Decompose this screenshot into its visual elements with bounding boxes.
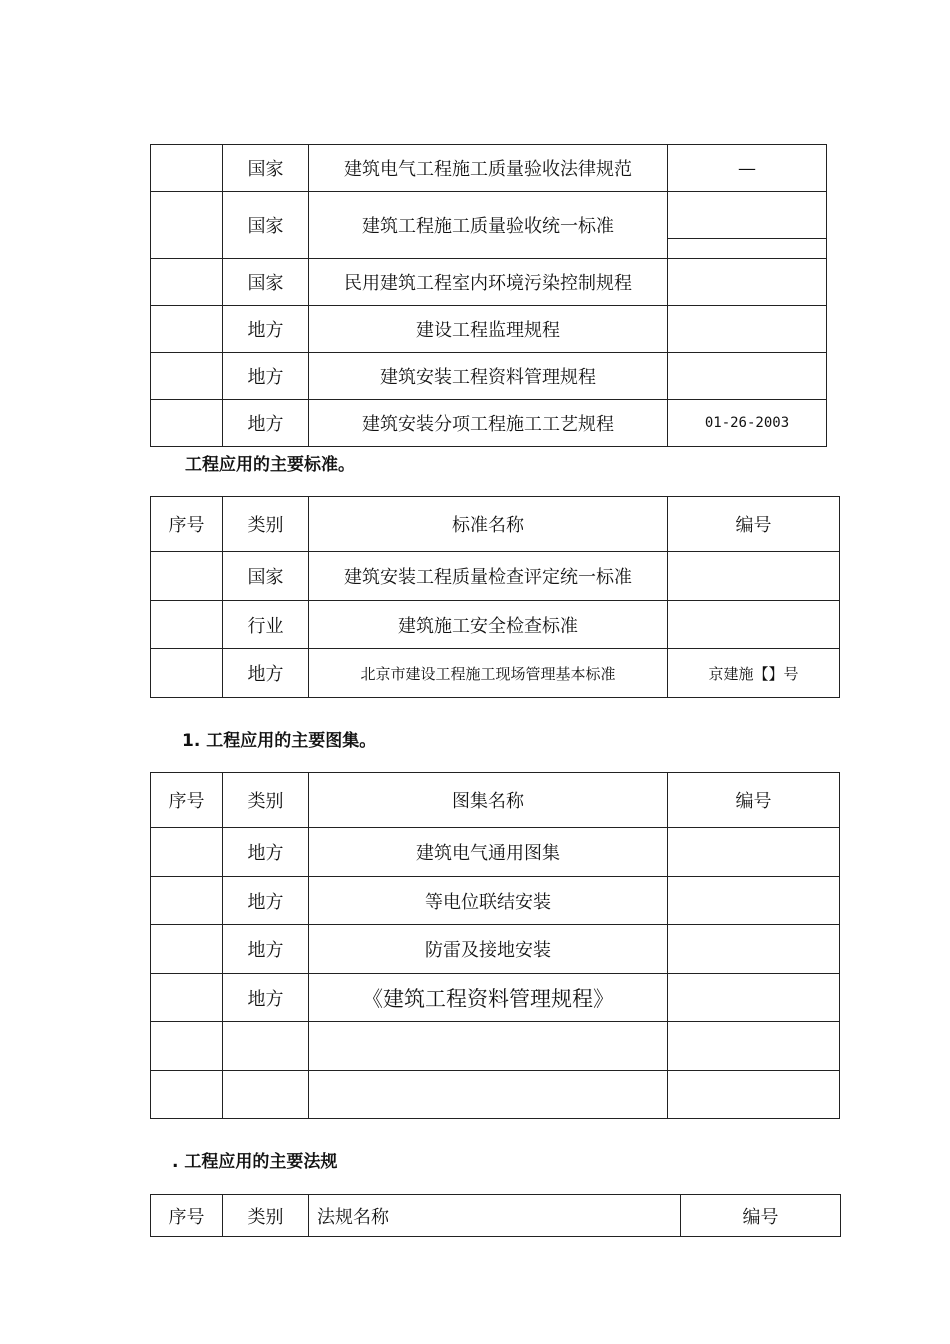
code-cell [668,306,827,353]
header-seq: 序号 [151,773,223,828]
name-cell: 《建筑工程资料管理规程》 [309,974,668,1022]
table-row [151,192,827,259]
header-code: 编号 [668,773,840,828]
name-cell: 建筑电气通用图集 [309,828,668,877]
header-code: 编号 [668,497,840,552]
table-row [151,400,827,447]
category-cell: 地方 [223,649,309,698]
standards-table [150,496,840,698]
table-row [151,601,840,649]
code-cell [668,601,840,649]
category-cell: 地方 [223,306,309,353]
table-row [151,828,840,877]
code-cell [668,259,827,306]
code-cell [668,1071,840,1119]
code-cell [668,192,827,259]
name-cell: 建筑安装工程质量检查评定统一标准 [309,552,668,601]
category-cell: 地方 [223,925,309,974]
table-row [151,552,840,601]
seq-cell [151,828,223,877]
category-cell: 国家 [223,145,309,192]
table-row [151,306,827,353]
regulations-table [150,1194,841,1237]
code-subcell-empty [668,238,826,239]
header-category: 类别 [223,773,309,828]
header-name: 标准名称 [309,497,668,552]
table-row [151,974,840,1022]
header-name: 图集名称 [309,773,668,828]
category-cell: 地方 [223,974,309,1022]
code-cell [668,353,827,400]
seq-cell [151,974,223,1022]
header-category: 类别 [223,1195,309,1237]
category-cell: 地方 [223,828,309,877]
code-cell: 01-26-2003 [668,400,827,447]
seq-cell [151,1022,223,1071]
code-cell: — [668,145,827,192]
table-header-row [151,773,840,828]
atlas-table [150,772,840,1119]
table-row [151,1071,840,1119]
split-code-cell [668,212,826,239]
header-seq: 序号 [151,497,223,552]
name-cell [309,1071,668,1119]
seq-cell [151,306,223,353]
section-heading-regulations: . 工程应用的主要法规 [172,1152,338,1172]
section-heading-standards: 工程应用的主要标准。 [185,455,355,475]
category-cell: 国家 [223,192,309,259]
table-header-row [151,1195,841,1237]
seq-cell [151,925,223,974]
section-heading-atlas: 1. 工程应用的主要图集。 [182,731,377,751]
seq-cell [151,192,223,259]
seq-cell [151,259,223,306]
name-cell: 建筑工程施工质量验收统一标准 [309,192,668,259]
code-cell: 京建施【】号 [668,649,840,698]
regulations-continued-table [150,144,827,447]
name-cell: 民用建筑工程室内环境污染控制规程 [309,259,668,306]
table-row [151,259,827,306]
seq-cell [151,353,223,400]
name-cell: 建筑施工安全检查标准 [309,601,668,649]
table-row [151,649,840,698]
name-cell: 建筑电气工程施工质量验收法律规范 [309,145,668,192]
code-cell [668,552,840,601]
name-cell: 建筑安装分项工程施工工艺规程 [309,400,668,447]
table-row [151,1022,840,1071]
category-cell: 地方 [223,877,309,925]
code-cell [668,925,840,974]
code-cell [668,974,840,1022]
seq-cell [151,552,223,601]
category-cell [223,1022,309,1071]
header-name: 法规名称 [309,1195,681,1237]
category-cell: 地方 [223,353,309,400]
name-cell: 建筑安装工程资料管理规程 [309,353,668,400]
header-code: 编号 [681,1195,841,1237]
name-cell [309,1022,668,1071]
category-cell: 行业 [223,601,309,649]
seq-cell [151,601,223,649]
category-cell: 地方 [223,400,309,447]
seq-cell [151,145,223,192]
seq-cell [151,649,223,698]
category-cell: 国家 [223,552,309,601]
code-cell [668,828,840,877]
seq-cell [151,1071,223,1119]
table-row [151,353,827,400]
header-seq: 序号 [151,1195,223,1237]
seq-cell [151,400,223,447]
code-cell [668,1022,840,1071]
name-cell: 防雷及接地安装 [309,925,668,974]
seq-cell [151,877,223,925]
header-category: 类别 [223,497,309,552]
category-cell [223,1071,309,1119]
table-row [151,925,840,974]
name-cell: 北京市建设工程施工现场管理基本标准 [309,649,668,698]
name-cell: 等电位联结安装 [309,877,668,925]
name-cell: 建设工程监理规程 [309,306,668,353]
code-cell [668,877,840,925]
table-header-row [151,497,840,552]
table-row [151,145,827,192]
table-row [151,877,840,925]
category-cell: 国家 [223,259,309,306]
code-subcell [668,212,826,238]
